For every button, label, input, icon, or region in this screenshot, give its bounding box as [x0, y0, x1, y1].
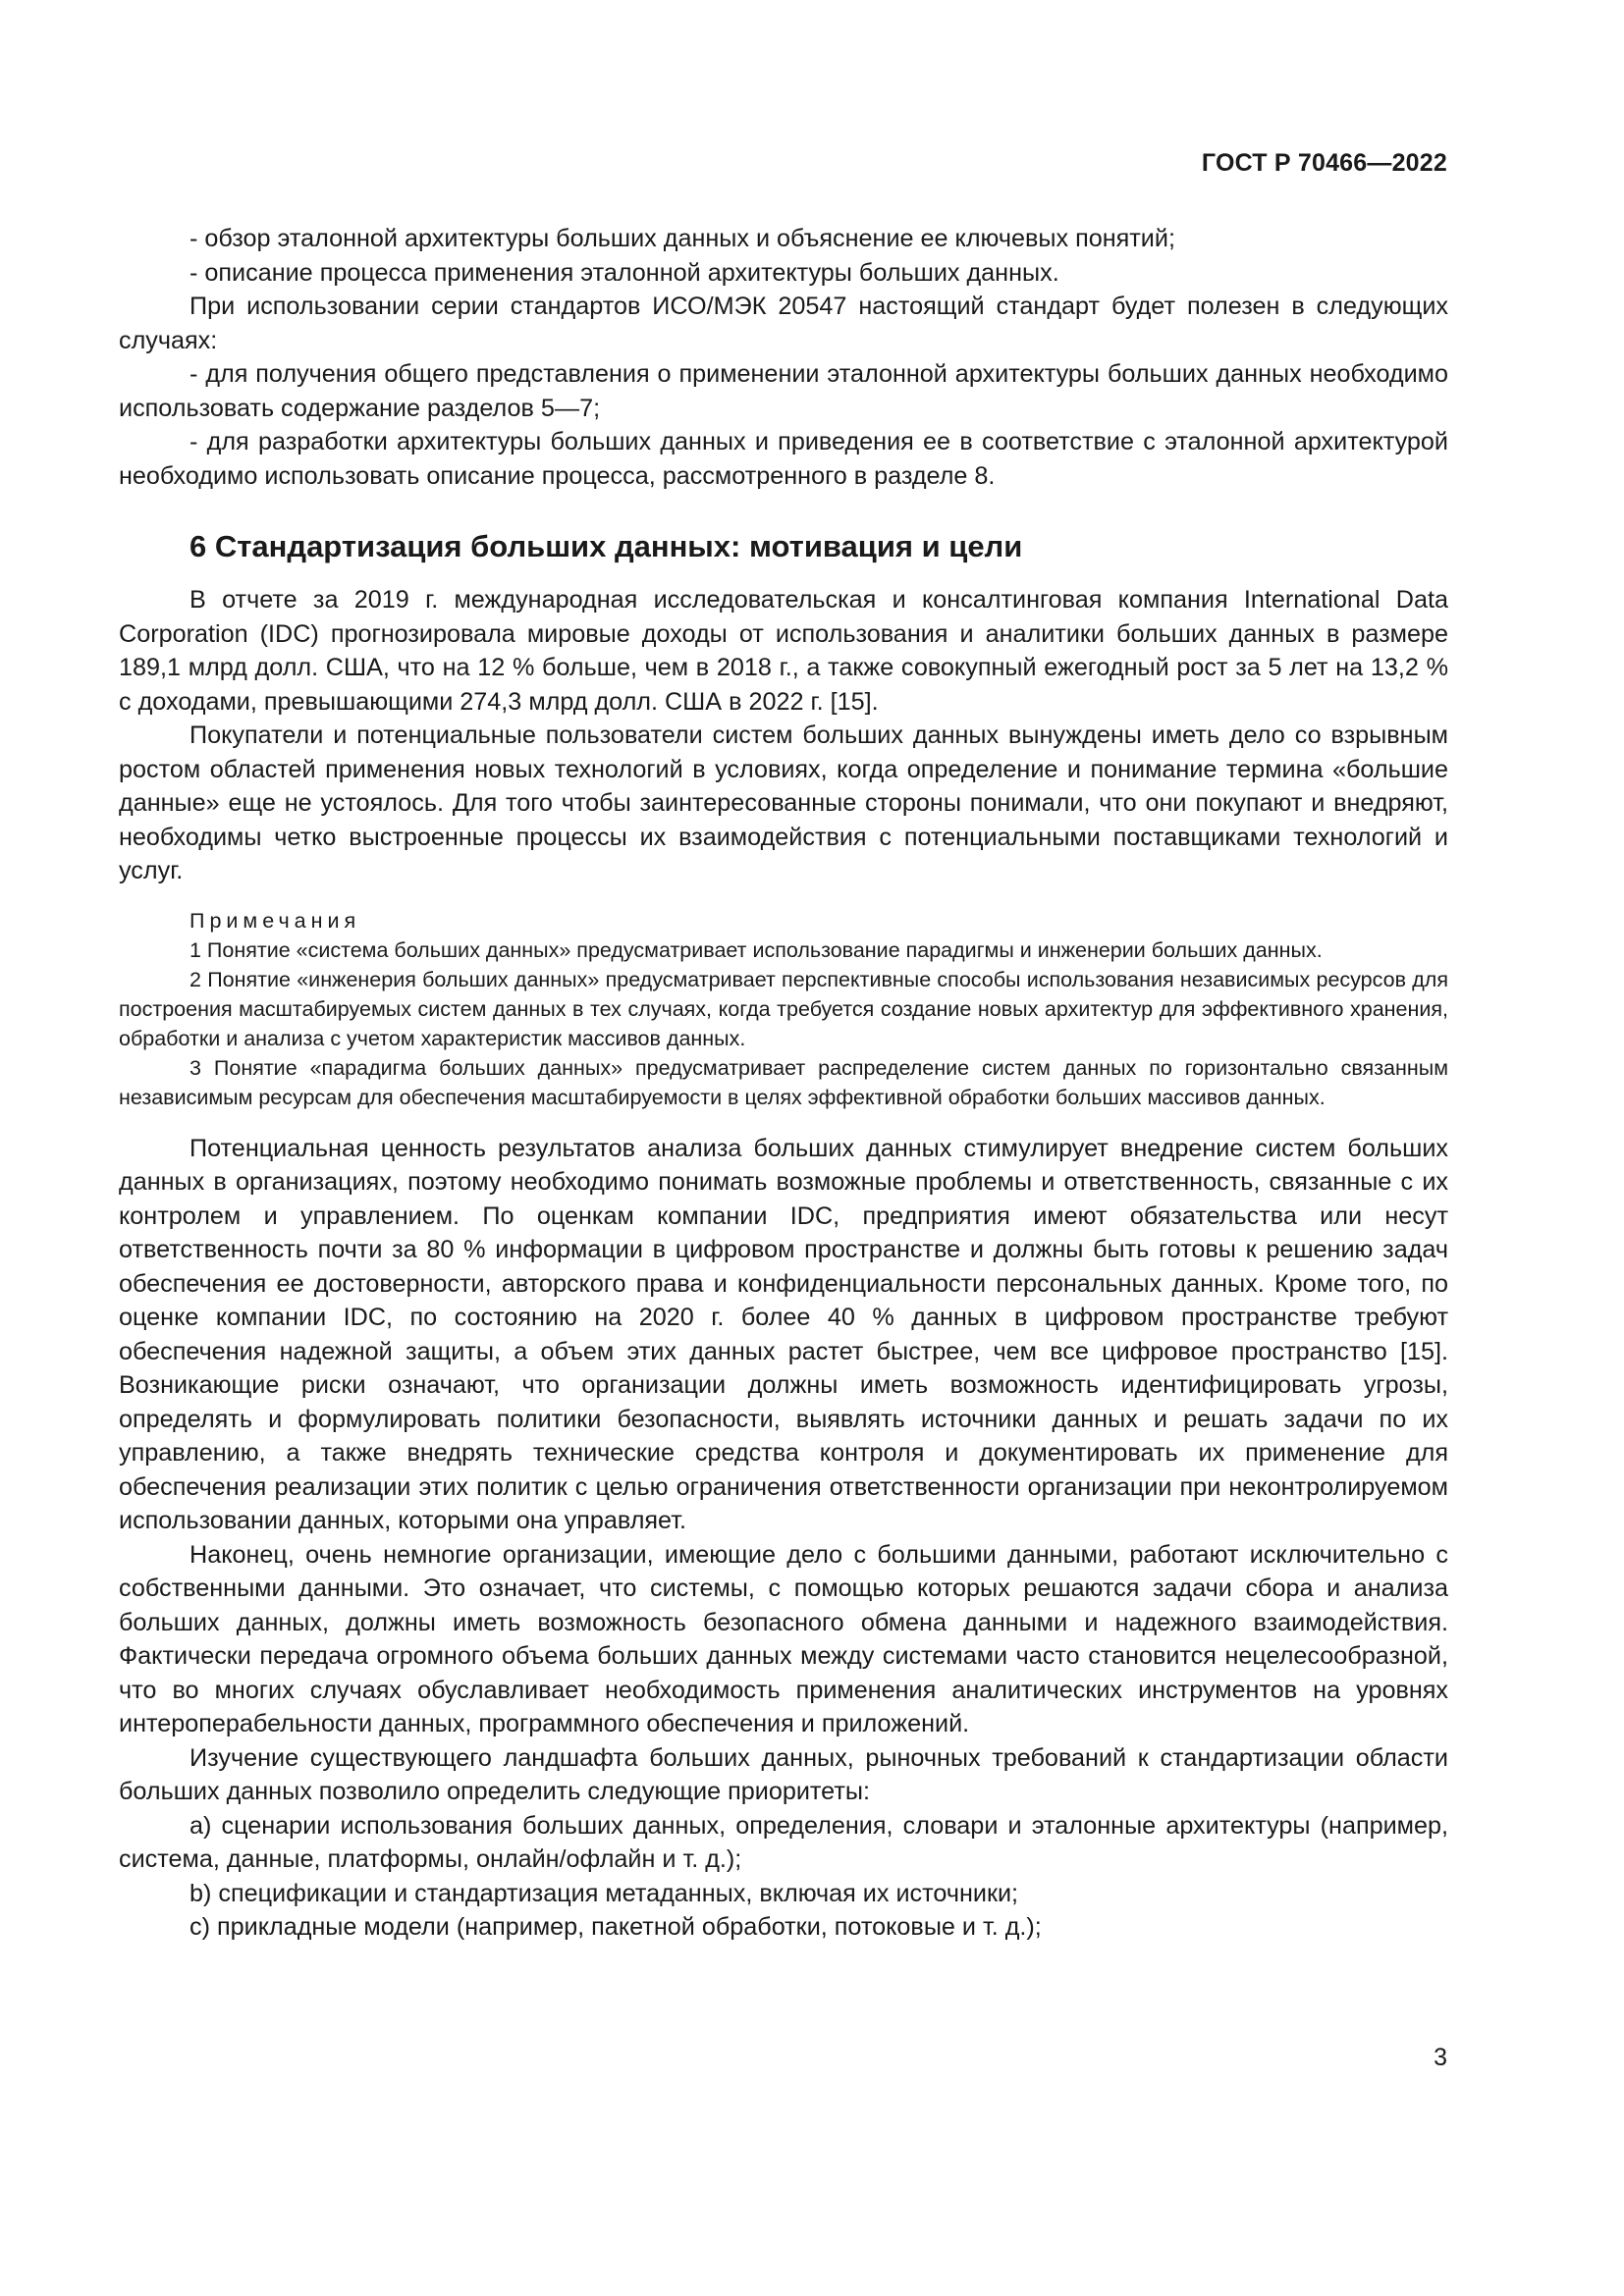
list-item: b) спецификации и стандартизация метаданных, включая их источники;	[189, 1879, 1019, 1907]
body-after-notes	[119, 1132, 1448, 1945]
body-paragraph: Изучение существующего ландшафта больших данных, рыночных требований к стандартизации области больших данных позволило определить следующие приоритеты:	[119, 1743, 1448, 1805]
note-item: 1 Понятие «система больших данных» предусматривает использование парадигмы и инженерии больших данных.	[189, 937, 1323, 962]
intro-paragraph: - обзор эталонной архитектуры больших данных и объяснение ее ключевых понятий;	[189, 225, 1175, 252]
intro-paragraph: При использовании серии стандартов ИСО/МЭК 20547 настоящий стандарт будет полезен в следующих случаях:	[119, 293, 1448, 354]
section-heading: 6 Стандартизация больших данных: мотивация и цели	[189, 529, 1023, 563]
page-number: 3	[1434, 2044, 1447, 2071]
notes-block	[119, 906, 1448, 1112]
standard-code: ГОСТ Р 70466—2022	[1201, 149, 1447, 177]
body-paragraph: Потенциальная ценность результатов анализа больших данных стимулирует внедрение систем больших данных в организациях, поэтому необходимо понимать возможные проблемы и ответственность, связанные с их контролем и управлением. По оценкам компании IDC, предприятия имеют обязательства или несут ответственность почти за 80 % информации в цифровом пространстве и должны быть готовы к решению задач обеспечения ее достоверности, авторского права и конфиденциальности персональных данных. Кроме того, по оценке компании IDC, по состоянию на 2020 г. более 40 % данных в цифровом пространстве требуют обеспечения надежной защиты, а объем этих данных растет быстрее, чем все цифровое пространство [15]. Возникающие риски означают, что организации должны иметь возможность идентифицировать угрозы, определять и формулировать политики безопасности, выявлять источники данных и решать задачи по их управлению, а также внедрять технические средства контроля и документировать их применение для обеспечения реализации этих политик с целью ограничения ответственности организации при неконтролируемом использовании данных, которыми она управляет.	[119, 1134, 1448, 1534]
body-paragraph: В отчете за 2019 г. международная исследовательская и консалтинговая компания International Data Corporation (IDC) прогнозировала мировые доходы от использования и аналитики больших данных в размере 189,1 млрд долл. США, что на 12 % больше, чем в 2018 г., а также совокупный ежегодный рост за 5 лет на 13,2 % с доходами, превышающими 274,3 млрд долл. США в 2022 г. [15].	[119, 586, 1448, 716]
intro-paragraph: - для разработки архитектуры больших данных и приведения ее в соответствие с эталонной архитектурой необходимо использовать описание процесса, рассмотренного в разделе 8.	[119, 428, 1448, 490]
intro-block	[119, 222, 1448, 493]
list-item: c) прикладные модели (например, пакетной обработки, потоковые и т. д.);	[189, 1913, 1042, 1941]
intro-paragraph: - для получения общего представления о применении эталонной архитектуры больших данных необходимо использовать содержание разделов 5—7;	[119, 360, 1448, 422]
page-content	[119, 222, 1448, 1945]
list-item: a) сценарии использования больших данных, определения, словари и эталонные архитектуры (например, система, данные, платформы, онлайн/офлайн и т. д.);	[119, 1811, 1448, 1873]
note-item: 3 Понятие «парадигма больших данных» предусматривает распределение систем данных по горизонтально связанным независимым ресурсам для обеспечения масштабируемости в целях эффективной обработки больших массивов данных.	[119, 1055, 1448, 1109]
notes-title: Примечания	[189, 908, 361, 933]
body-paragraph: Покупатели и потенциальные пользователи систем больших данных вынуждены иметь дело со взрывным ростом областей применения новых технологий в условиях, когда определение и понимание термина «большие данные» еще не устоялось. Для того чтобы заинтересованные стороны понимали, что они покупают и внедряют, необходимы четко выстроенные процессы их взаимодействия с потенциальными поставщиками технологий и услуг.	[119, 721, 1448, 884]
body-before-notes	[119, 583, 1448, 888]
note-item: 2 Понятие «инженерия больших данных» предусматривает перспективные способы использования независимых ресурсов для построения масштабируемых систем данных в тех случаях, когда требуется создание новых архитектур для эффективного хранения, обработки и анализа с учетом характеристик массивов данных.	[119, 967, 1448, 1050]
intro-paragraph: - описание процесса применения эталонной архитектуры больших данных.	[189, 258, 1059, 287]
body-paragraph: Наконец, очень немногие организации, имеющие дело с большими данными, работают исключительно с собственными данными. Это означает, что системы, с помощью которых решаются задачи сбора и анализа больших данных, должны иметь возможность безопасного обмена данными и надежного взаимодействия. Фактически передача огромного объема больших данных между системами часто становится нецелесообразной, что во многих случаях обуславливает необходимость применения аналитических инструментов на уровнях интероперабельности данных, программного обеспечения и приложений.	[119, 1540, 1448, 1737]
